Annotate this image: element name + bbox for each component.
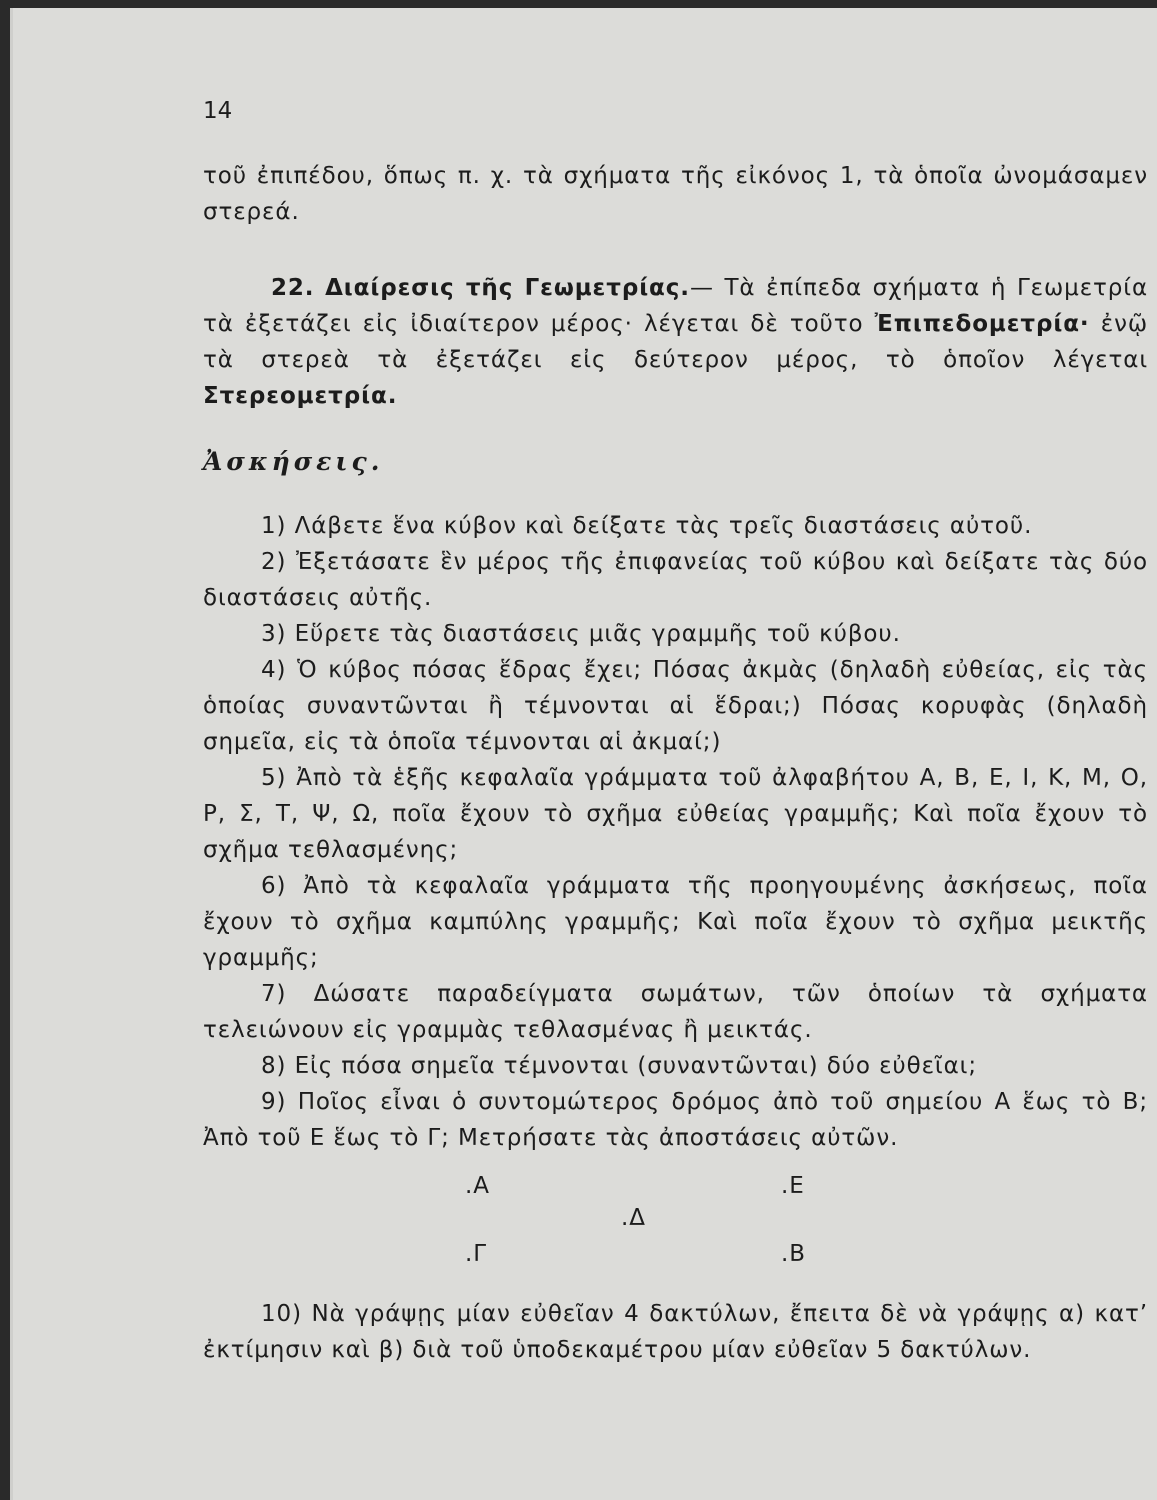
intro-paragraph: τοῦ ἐπιπέδου, ὅπως π. χ. τὰ σχήματα τῆς εἰκόνος 1, τὰ ὁποῖα ὠνομάσαμεν στερεά. <box>203 163 1148 225</box>
point-a: .Α <box>465 1173 490 1199</box>
exercise-6: 6) Ἀπὸ τὰ κεφαλαῖα γράμματα τῆς προηγουμένης ἀσκήσεως, ποῖα ἔχουν τὸ σχῆμα καμπύλης γραμμῆς; Καὶ ποῖα ἔχουν τὸ σχῆμα μεικτῆς γραμμῆς; <box>203 873 1148 971</box>
point-e: .Ε <box>781 1173 805 1199</box>
term-stereometria: Στερεομετρία. <box>203 383 398 409</box>
term-epipedometria: Ἐπιπεδομετρία· <box>874 311 1090 337</box>
exercise-3: 3) Εὕρετε τὰς διαστάσεις μιᾶς γραμμῆς τοῦ κύβου. <box>261 621 901 647</box>
section-text-a: — Τὰ ἐπίπεδα σχήματα ἡ Γεωμετρία τὰ ἐξετάζει εἰς ἰδιαίτερον μέρος· λέγεται δὲ τοῦτο <box>203 275 1149 337</box>
point-g: .Γ <box>465 1241 487 1267</box>
exercise-1: 1) Λάβετε ἕνα κύβον καὶ δείξατε τὰς τρεῖς διαστάσεις αὐτοῦ. <box>261 513 1033 539</box>
exercise-5: 5) Ἀπὸ τὰ ἑξῆς κεφαλαῖα γράμματα τοῦ ἀλφαβήτου Α, Β, Ε, Ι, Κ, Μ, Ο, Ρ, Σ, Τ, Ψ, Ω, ποῖα ἔχουν τὸ σχῆμα εὐθείας γραμμῆς; Καὶ ποῖα ἔχουν τὸ σχῆμα τεθλασμένης; <box>203 765 1148 863</box>
exercise-7: 7) Δώσατε παραδείγματα σωμάτων, τῶν ὁποίων τὰ σχήματα τελειώνουν εἰς γραμμὰς τεθλασμένας ἢ μεικτάς. <box>203 981 1148 1043</box>
section-22-paragraph <box>203 270 1148 414</box>
page-body <box>203 158 1148 1368</box>
point-d: .Δ <box>621 1205 646 1231</box>
exercise-8: 8) Εἰς πόσα σημεῖα τέμνονται (συναντῶνται) δύο εὐθεῖαι; <box>261 1053 977 1079</box>
exercise-10: 10) Νὰ γράψῃς μίαν εὐθεῖαν 4 δακτύλων, ἔπειτα δὲ νὰ γράψῃς α) κατ’ ἐκτίμησιν καὶ β) διὰ τοῦ ὑποδεκαμέτρου μίαν εὐθεῖαν 5 δακτύλων. <box>203 1301 1148 1363</box>
section-text-b: ἐνῷ τὰ στερεὰ τὰ ἐξετάζει εἰς δεύτερον μέρος, τὸ ὁποῖον λέγεται <box>203 311 1148 373</box>
points-figure <box>203 1156 1148 1296</box>
book-page <box>10 8 1157 1500</box>
point-b: .Β <box>781 1241 806 1267</box>
exercise-2: 2) Ἐξετάσατε ἓν μέρος τῆς ἐπιφανείας τοῦ κύβου καὶ δείξατε τὰς δύο διαστάσεις αὐτῆς. <box>203 549 1148 611</box>
exercise-9: 9) Ποῖος εἶναι ὁ συντομώτερος δρόμος ἀπὸ τοῦ σημείου Α ἕως τὸ Β; Ἀπὸ τοῦ Ε ἕως τὸ Γ; Μετρήσατε τὰς ἀποστάσεις αὐτῶν. <box>203 1089 1148 1151</box>
section-number: 22. <box>271 275 315 301</box>
page-number: 14 <box>203 98 233 124</box>
section-title: Διαίρεσις τῆς Γεωμετρίας. <box>325 275 690 301</box>
exercises-heading: Ἀσκήσεις. <box>203 447 384 476</box>
exercise-4: 4) Ὁ κύβος πόσας ἕδρας ἔχει; Πόσας ἀκμὰς (δηλαδὴ εὐθείας, εἰς τὰς ὁποίας συναντῶνται ἢ τέμνονται αἱ ἕδραι;) Πόσας κορυφὰς (δηλαδὴ σημεῖα, εἰς τὰ ὁποῖα τέμνονται αἱ ἀκμαί;) <box>203 657 1148 755</box>
